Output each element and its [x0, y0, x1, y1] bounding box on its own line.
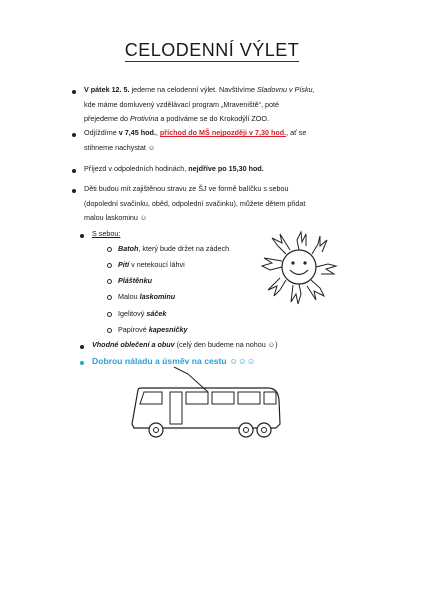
sub-item: Malou laskominu	[118, 292, 176, 301]
sub-bullet	[107, 263, 112, 268]
sub-bullet	[107, 295, 112, 300]
sub-item: Igelitový sáček	[118, 309, 167, 318]
list-item: Příjezd v odpoledních hodinách, nejdříve po 15,30 hod.	[84, 164, 264, 173]
bullet-dot	[72, 90, 76, 94]
list-item: V pátek 12. 5. jedeme na celodenní výlet. Navštívíme Sladovnu v Písku, kde máme domluvený vzdělávací program „Mraveniště“, poté přejedeme do Protivína a podíváme se do Krokodýlí ZOO.	[84, 85, 315, 123]
list-item: Děti budou mít zajištěnou stravu ze ŠJ ve formě balíčku s sebou (dopolední svačinku, oběd, odpolední svačinku), můžete dětem přidat malou laskominu ☺	[84, 184, 306, 222]
sebou-label: S sebou:	[92, 229, 121, 238]
bullet-dot	[80, 345, 84, 349]
sub-bullet	[107, 328, 112, 333]
bullet-dot	[72, 189, 76, 193]
sub-item: Pláštěnku	[118, 276, 152, 285]
sub-item: Batoh, který bude držet na zádech	[118, 244, 230, 253]
page-title: CELODENNÍ VÝLET	[124, 40, 300, 60]
sub-bullet	[107, 247, 112, 252]
sub-bullet	[107, 312, 112, 317]
bullet-dot	[80, 361, 84, 365]
bus-drawing	[128, 366, 288, 446]
sub-item: Pití v netekoucí láhvi	[118, 260, 185, 269]
list-item: Odjíždíme v 7,45 hod., příchod do MŠ nejpozději v 7,30 hod., ať se stihneme nachystat ☺	[84, 128, 307, 152]
closing-text: Dobrou náladu a úsměv na cestu ☺☺☺	[92, 356, 256, 366]
bullet-dot	[72, 133, 76, 137]
sub-item: Papírové kapesníčky	[118, 325, 188, 334]
sub-bullet	[107, 279, 112, 284]
sun-drawing	[254, 222, 344, 312]
bullet-dot	[72, 169, 76, 173]
list-item: Vhodné oblečení a obuv (celý den budeme na nohou ☺)	[92, 340, 278, 349]
bullet-dot	[80, 234, 84, 238]
